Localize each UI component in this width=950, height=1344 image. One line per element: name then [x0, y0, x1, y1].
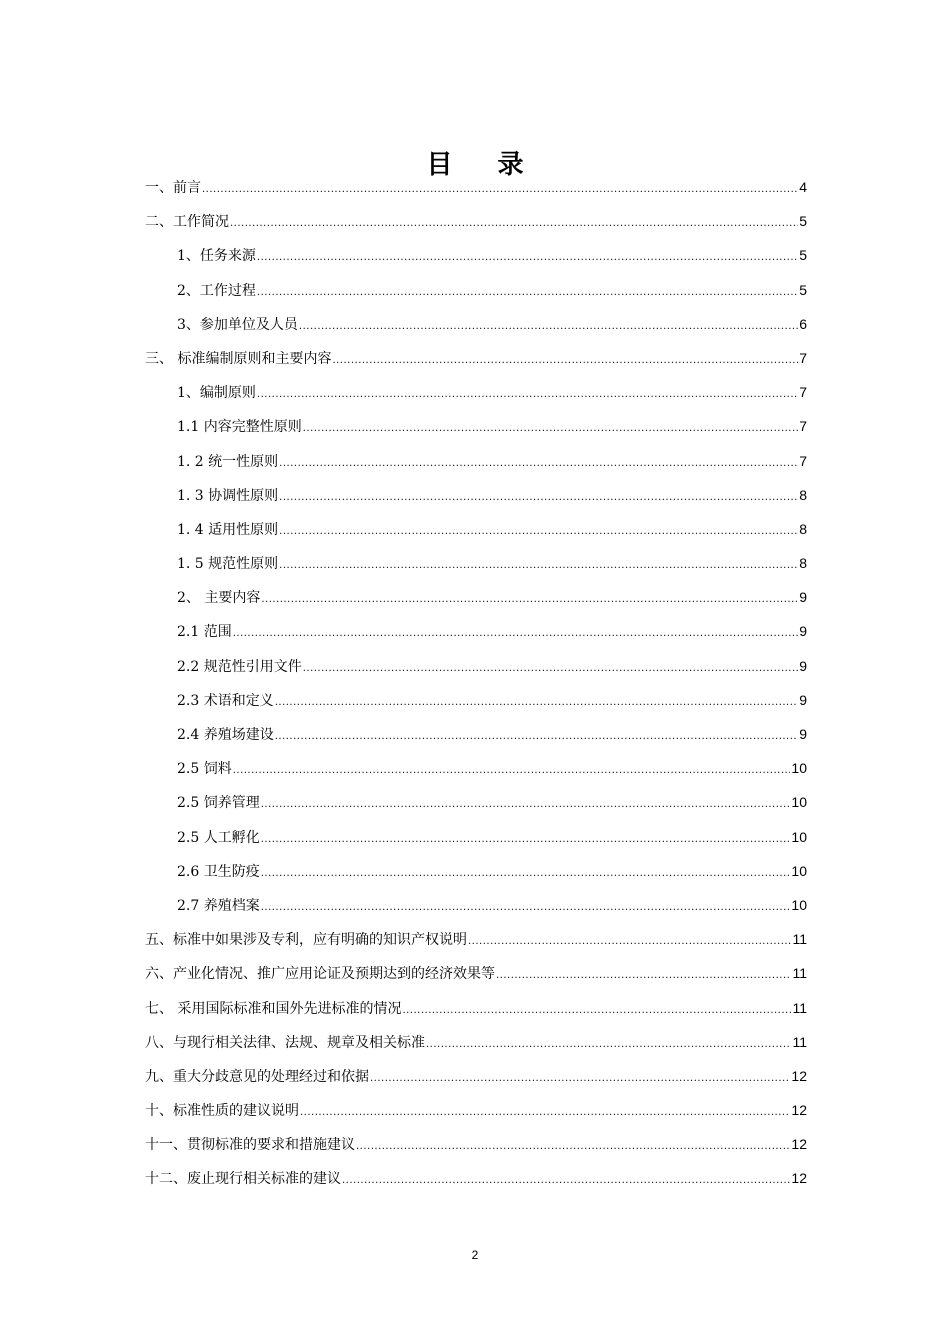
toc-entry[interactable]: [145, 649, 807, 683]
toc-dot-leader: [279, 549, 798, 583]
toc-entry-page: 11: [792, 1033, 807, 1050]
toc-entry-text: 2.2 规范性引用文件: [177, 658, 302, 675]
toc-entry[interactable]: [145, 204, 807, 238]
toc-entry[interactable]: [145, 409, 807, 443]
toc-entry[interactable]: [145, 888, 807, 922]
toc-entry-text: 1.1 内容完整性原则: [177, 419, 302, 436]
toc-entry-text: 1. 4 适用性原则: [177, 521, 279, 538]
toc-entry[interactable]: [145, 854, 807, 888]
toc-dot-leader: [261, 788, 791, 822]
toc-entry-text: 2.3 术语和定义: [177, 692, 274, 709]
toc-entry-page: 6: [799, 315, 807, 332]
toc-dot-leader: [230, 207, 798, 241]
toc-entry-page: 12: [791, 1136, 807, 1153]
toc-entry[interactable]: [145, 1059, 807, 1093]
toc-entry-page: 9: [799, 623, 807, 640]
toc-entry[interactable]: [145, 1025, 807, 1059]
toc-entry-page: 7: [799, 452, 807, 469]
toc-dot-leader: [257, 378, 798, 412]
toc-dot-leader: [303, 412, 798, 446]
toc-entry-page: 8: [799, 555, 807, 572]
toc-entry-page: 8: [799, 520, 807, 537]
toc-dot-leader: [342, 1164, 790, 1198]
toc-entry-text: 一、前言: [145, 180, 201, 196]
toc-entry[interactable]: [145, 478, 807, 512]
toc-entry-page: 9: [799, 657, 807, 674]
toc-dot-leader: [468, 925, 791, 959]
toc-entry-text: 七、 采用国际标准和国外先进标准的情况: [145, 1000, 402, 1017]
toc-entry-text: 2.5 饲养管理: [177, 795, 260, 812]
toc-entry-page: 5: [799, 213, 807, 230]
toc-entry[interactable]: [145, 1127, 807, 1161]
toc-dot-leader: [299, 310, 798, 344]
toc-entry-text: 十二、废止现行相关标准的建议: [145, 1171, 341, 1188]
toc-entry-text: 1. 3 协调性原则: [177, 487, 279, 504]
toc-entry[interactable]: [145, 444, 807, 478]
toc-dot-leader: [233, 617, 798, 651]
toc-entry[interactable]: [145, 375, 807, 409]
toc-entry-text: 1、编制原则: [177, 385, 256, 402]
toc-entry-page: 7: [799, 349, 807, 366]
toc-dot-leader: [402, 994, 791, 1028]
toc-entry-text: 十、标准性质的建议说明: [145, 1103, 299, 1120]
table-of-contents: [145, 170, 807, 1196]
toc-entry-page: 7: [799, 384, 807, 401]
toc-entry[interactable]: [145, 922, 807, 956]
page-number: 2: [471, 1248, 479, 1262]
toc-entry[interactable]: [145, 170, 807, 204]
toc-entry-text: 六、产业化情况、推广应用论证及预期达到的经济效果等: [145, 966, 495, 983]
toc-dot-leader: [279, 447, 798, 481]
toc-entry-page: 10: [791, 828, 807, 845]
toc-entry-page: 5: [799, 281, 807, 298]
toc-entry[interactable]: [145, 341, 807, 375]
toc-entry-page: 10: [791, 896, 807, 913]
toc-entry-page: 11: [792, 965, 807, 982]
toc-entry-page: 10: [791, 794, 807, 811]
toc-entry[interactable]: [145, 751, 807, 785]
toc-dot-leader: [261, 823, 791, 857]
toc-dot-leader: [332, 344, 798, 378]
toc-dot-leader: [370, 1062, 790, 1096]
toc-entry-text: 八、与现行相关法律、法规、规章及相关标准: [145, 1034, 425, 1051]
toc-entry-text: 2.7 养殖档案: [177, 897, 260, 914]
toc-entry-page: 5: [799, 247, 807, 264]
toc-entry-text: 三、 标准编制原则和主要内容: [145, 350, 332, 367]
toc-entry-text: 二、工作简况: [145, 214, 229, 231]
toc-entry-text: 2.5 饲料: [177, 761, 232, 778]
toc-title: 目 录: [426, 150, 542, 181]
toc-dot-leader: [233, 754, 791, 788]
toc-entry[interactable]: [145, 785, 807, 819]
toc-entry-text: 2.1 范围: [177, 624, 232, 641]
toc-entry[interactable]: [145, 991, 807, 1025]
toc-entry-page: 12: [791, 1067, 807, 1084]
toc-entry-text: 1. 2 统一性原则: [177, 453, 279, 470]
toc-dot-leader: [257, 276, 798, 310]
toc-entry-text: 1、任务来源: [177, 248, 256, 265]
toc-entry-text: 九、重大分歧意见的处理经过和依据: [145, 1068, 369, 1085]
toc-entry-text: 十一、贯彻标准的要求和措施建议: [145, 1137, 355, 1154]
toc-dot-leader: [261, 583, 798, 617]
toc-dot-leader: [300, 1096, 790, 1130]
toc-entry-text: 1. 5 规范性原则: [177, 556, 279, 573]
toc-entry-page: 8: [799, 486, 807, 503]
toc-entry-page: 4: [799, 179, 807, 195]
toc-entry[interactable]: [145, 580, 807, 614]
toc-entry[interactable]: [145, 820, 807, 854]
toc-dot-leader: [496, 959, 791, 993]
toc-entry[interactable]: [145, 717, 807, 751]
toc-entry-page: 12: [791, 1170, 807, 1187]
toc-entry-page: 10: [791, 862, 807, 879]
toc-dot-leader: [202, 173, 798, 207]
toc-entry-page: 9: [799, 726, 807, 742]
toc-dot-leader: [275, 720, 798, 754]
toc-entry[interactable]: [145, 683, 807, 717]
toc-entry[interactable]: [145, 546, 807, 580]
toc-dot-leader: [279, 481, 798, 515]
toc-dot-leader: [275, 686, 798, 720]
toc-dot-leader: [261, 857, 791, 891]
toc-entry-page: 11: [792, 931, 807, 948]
toc-entry-text: 3、参加单位及人员: [177, 316, 298, 333]
toc-entry-page: 9: [799, 589, 807, 606]
toc-entry-text: 2.5 人工孵化: [177, 829, 260, 846]
toc-entry-text: 2.4 养殖场建设: [177, 727, 274, 743]
toc-dot-leader: [303, 652, 798, 686]
toc-entry[interactable]: [145, 512, 807, 546]
toc-entry-page: 12: [791, 1102, 807, 1119]
toc-entry-page: 9: [799, 691, 807, 708]
toc-entry[interactable]: [145, 614, 807, 648]
toc-entry-text: 2、 主要内容: [177, 590, 261, 607]
toc-entry[interactable]: [145, 238, 807, 272]
toc-entry[interactable]: [145, 307, 807, 341]
toc-dot-leader: [426, 1028, 791, 1062]
toc-entry-page: 11: [792, 999, 807, 1016]
toc-entry-text: 2、工作过程: [177, 282, 256, 299]
toc-entry[interactable]: [145, 1093, 807, 1127]
toc-entry-page: 7: [799, 418, 807, 435]
toc-dot-leader: [261, 891, 791, 925]
toc-dot-leader: [356, 1130, 790, 1164]
toc-dot-leader: [257, 241, 798, 275]
toc-entry-page: 10: [791, 760, 807, 777]
toc-entry[interactable]: [145, 1161, 807, 1195]
toc-entry-text: 2.6 卫生防疫: [177, 863, 260, 880]
toc-entry[interactable]: [145, 273, 807, 307]
toc-entry-text: 五、标准中如果涉及专利，应有明确的知识产权说明: [145, 932, 467, 949]
toc-dot-leader: [279, 515, 798, 549]
toc-entry[interactable]: [145, 956, 807, 990]
